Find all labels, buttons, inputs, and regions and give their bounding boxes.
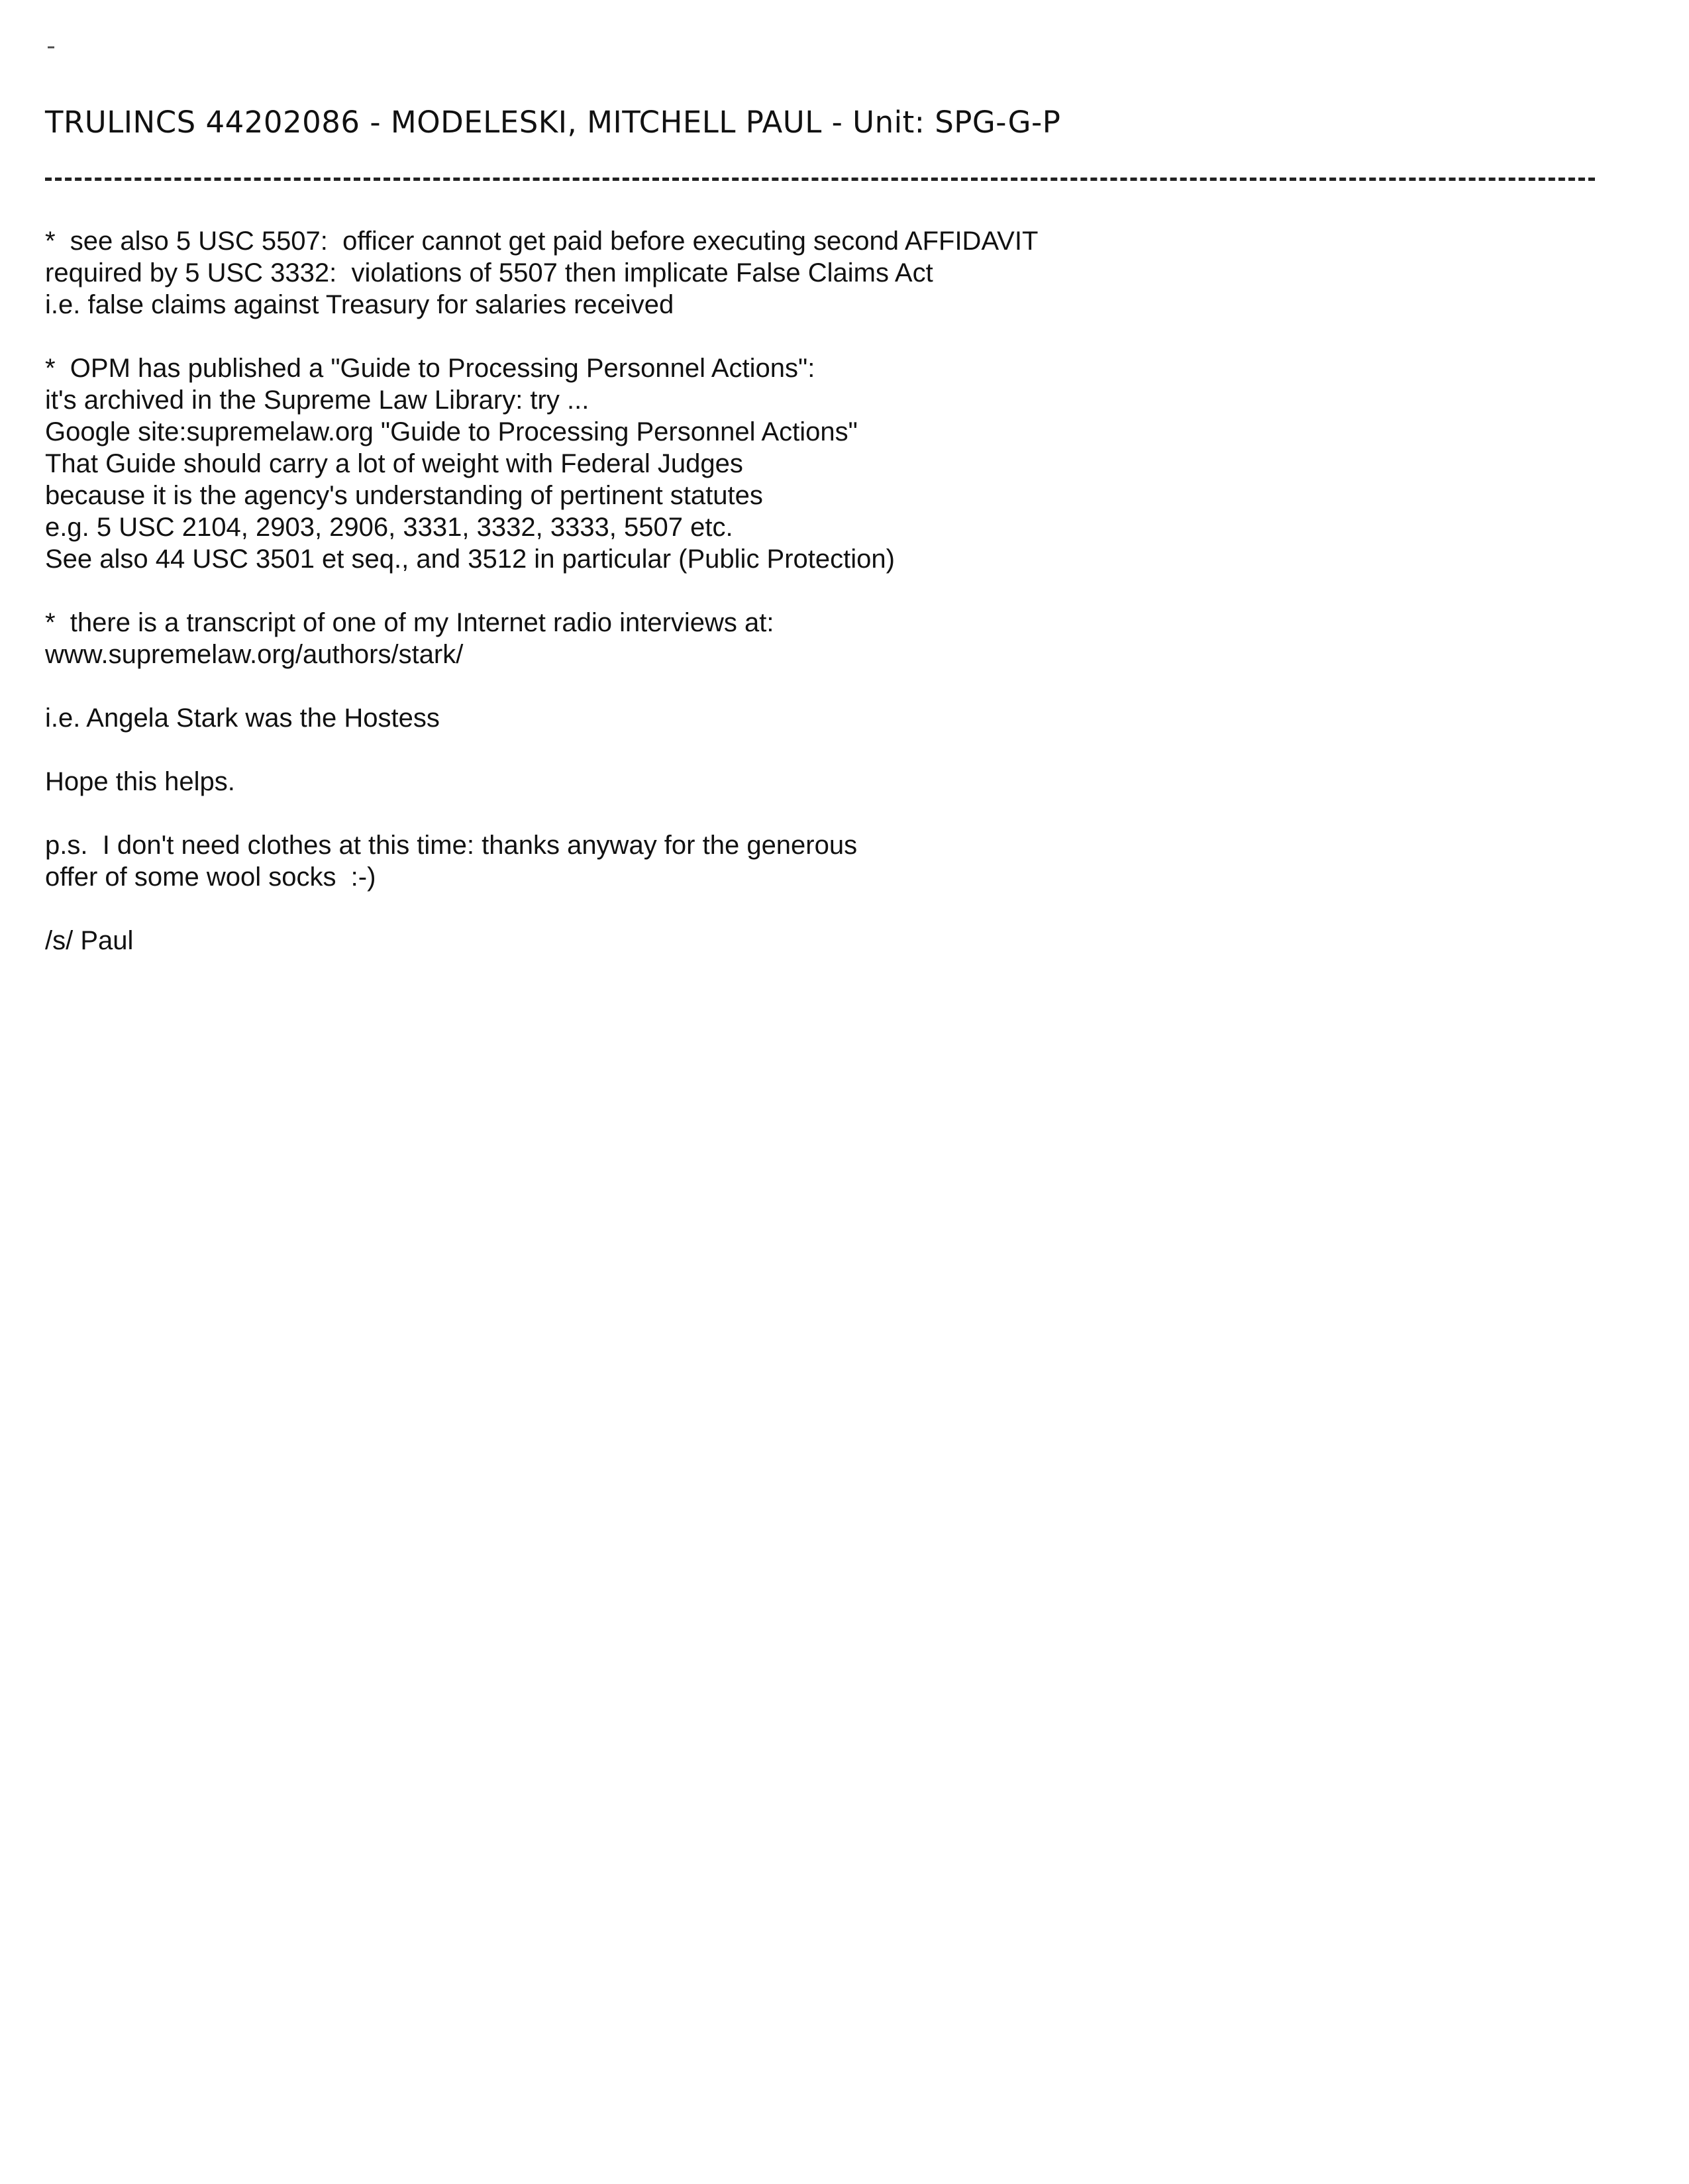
stray-mark: [48, 46, 54, 48]
message-body: [45, 225, 1568, 988]
text-line: i.e. false claims against Treasury for salaries received: [45, 290, 674, 319]
signature: [45, 925, 1568, 957]
text-line: www.supremelaw.org/authors/stark/: [45, 640, 464, 669]
text-line: because it is the agency's understanding of pertinent statutes: [45, 481, 763, 510]
text-line: That Guide should carry a lot of weight with Federal Judges: [45, 449, 743, 478]
text-line: Google site:supremelaw.org "Guide to Processing Personnel Actions": [45, 417, 858, 446]
text-line: Hope this helps.: [45, 767, 235, 796]
paragraph-opm-guide: [45, 352, 1568, 575]
paragraph-affidavit: [45, 225, 1568, 321]
paragraph-transcript: [45, 607, 1568, 670]
text-line: See also 44 USC 3501 et seq., and 3512 in particular (Public Protection): [45, 545, 895, 574]
page-title: TRULINCS 44202086 - MODELESKI, MITCHELL PAUL - Unit: SPG-G-P: [45, 105, 1061, 140]
text-line: it's archived in the Supreme Law Library: try ...: [45, 386, 589, 415]
header-divider: [45, 178, 1595, 181]
text-line: offer of some wool socks :-): [45, 862, 376, 892]
text-line: * see also 5 USC 5507: officer cannot get paid before executing second AFFIDAVIT: [45, 227, 1039, 256]
text-line: * OPM has published a "Guide to Processing Personnel Actions":: [45, 354, 815, 383]
text-line: i.e. Angela Stark was the Hostess: [45, 703, 440, 733]
text-line: * there is a transcript of one of my Internet radio interviews at:: [45, 608, 774, 637]
text-line: required by 5 USC 3332: violations of 5507 then implicate False Claims Act: [45, 258, 933, 287]
text-line: e.g. 5 USC 2104, 2903, 2906, 3331, 3332, 3333, 5507 etc.: [45, 513, 733, 542]
signature-line: /s/ Paul: [45, 926, 134, 955]
paragraph-hostess: [45, 702, 1568, 734]
text-line: p.s. I don't need clothes at this time: thanks anyway for the generous: [45, 831, 858, 860]
paragraph-postscript: [45, 829, 1568, 893]
paragraph-closing: [45, 766, 1568, 798]
